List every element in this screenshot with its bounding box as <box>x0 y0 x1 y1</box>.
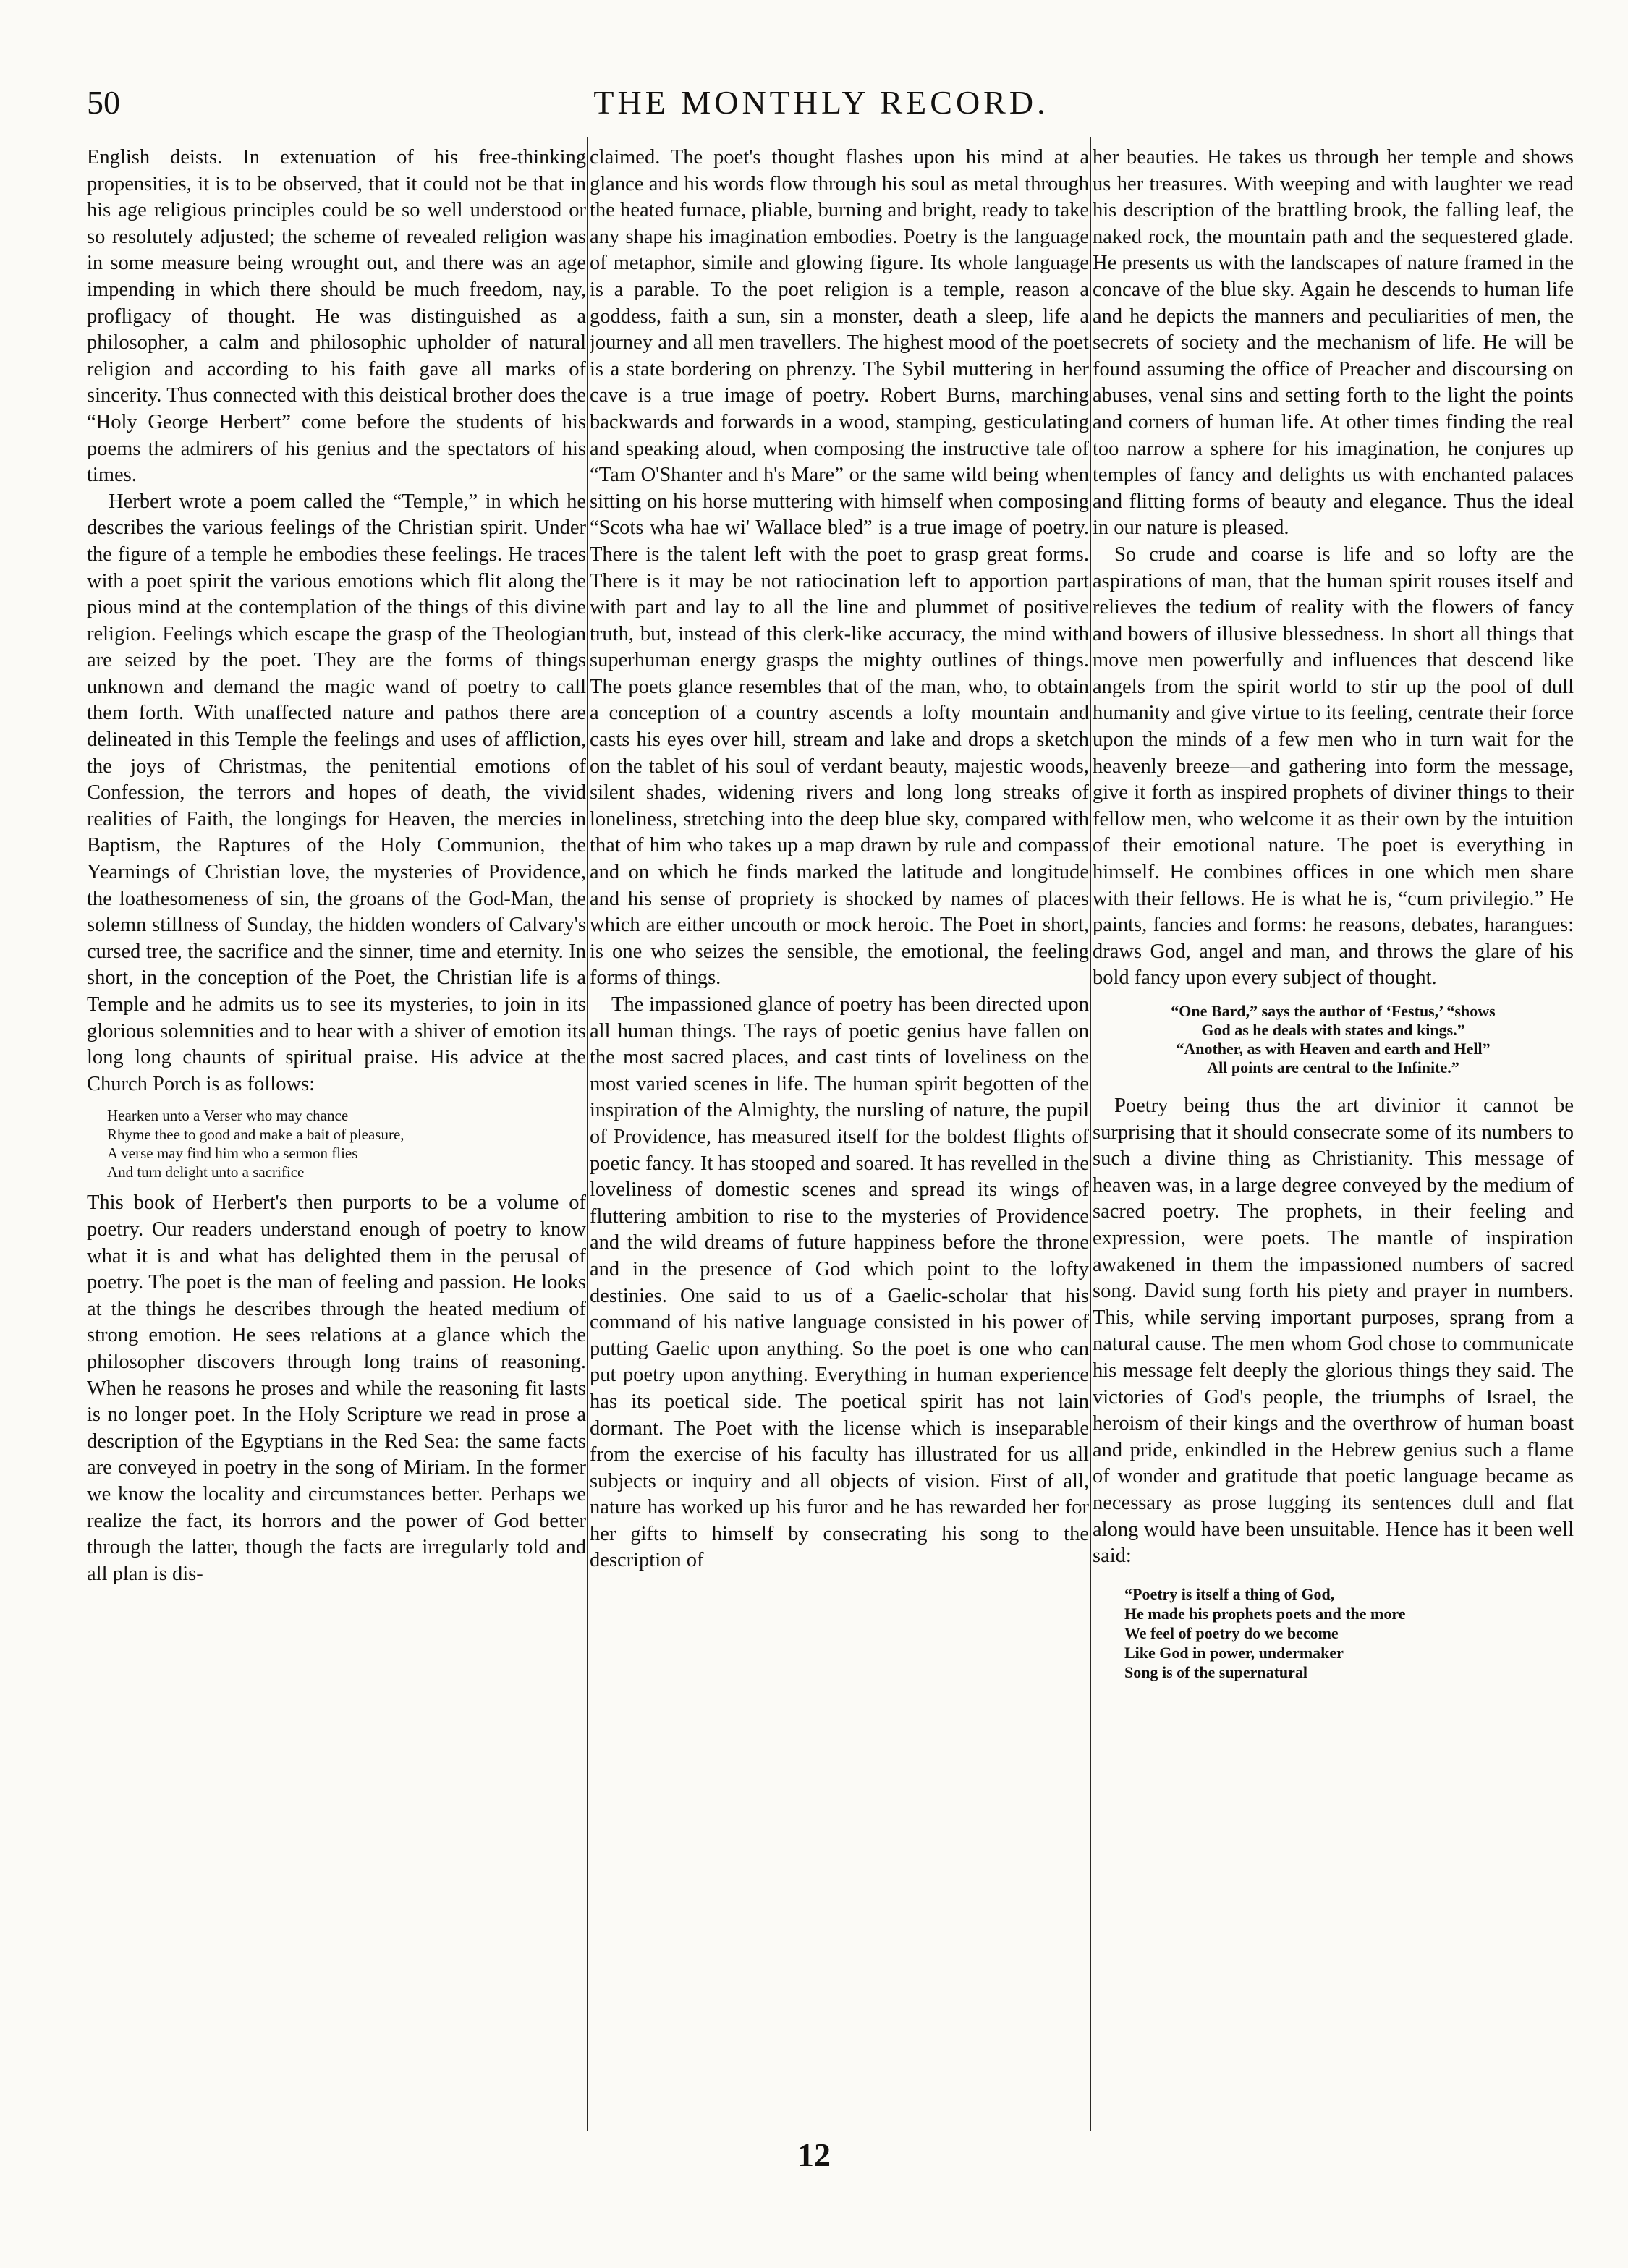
paragraph: Herbert wrote a poem called the “Temple,” in which he describes the various feelings of the Christian spirit. Under the figure of a temple he embodies these feelings. He traces with a poet spirit the various emotions which flit along the pious mind at the contemplation of the things of this divine religion. Feelings which escape the grasp of the Theologian are seized by the poet. They are the forms of things unknown and demand the magic wand of poetry to call them forth. With unaffected nature and pathos there are delineated in this Temple the feelings and uses of affliction, the joys of Christmas, the penitential emotions of Confession, the terrors and hopes of death, the vivid realities of Faith, the longings for Heaven, the mercies in Baptism, the Raptures of the Holy Communion, the Yearnings of Christian love, the mysteries of Providence, the loathesomeness of sin, the groans of the God-Man, the solemn stillness of Sunday, the hidden wonders of Calvary's cursed tree, the sacrifice and the sinner, time and eternity. In short, in the conception of the Poet, the Christian life is a Temple and he admits us to see its mysteries, to join in its glorious solemnities and to hear with a shiver of emotion its long long chaunts of spiritual praise. His advice at the Church Porch is as follows: <box>87 490 586 1095</box>
verse-quotation <box>107 1106 586 1181</box>
quote-line: “One Bard,” says the author of ‘Festus,’ “shows <box>1171 1002 1496 1020</box>
poem-line: Song is of the supernatural <box>1124 1662 1308 1681</box>
verse-line: Rhyme thee to good and make a bait of pleasure, <box>107 1126 404 1144</box>
column-rule-right <box>1090 137 1091 2131</box>
paragraph: So crude and coarse is life and so lofty are the aspirations of man, that the human spirit rouses itself and relieves the tedium of reality with the flowers of fancy and bowers of illusive blessedness. In short all things that move men powerfully and influences that descend like angels from the spirit world to stir up the pool of dull humanity and give virtue to its feeling, centrate their force upon the minds of a few men who in turn wait for the heavenly breeze—and gathering into form the message, give it forth as inspired prophets of diviner things to their fellow men, who welcome it as their own by the intuition of their emotional nature. The poet is everything in himself. He combines offices in one which men share with their fellows. He is what he is, “cum privilegio.” He paints, fancies and forms: he reasons, debates, harangues: draws God, angel and man, and throws the glare of his bold fancy upon every subject of thought. <box>1093 543 1574 990</box>
text-column-1 <box>87 145 586 2131</box>
paragraph: English deists. In extenuation of his free-thinking propensities, it is to be observed, that it could not be that in his age religious principles could be so well understood or so resolutely adjusted; the scheme of revealed religion was in some measure being wrought out, and there was an age impending in which there should be much freedom, nay, profligacy of thought. He was distinguished as a philosopher, a calm and philosophic upholder of natural religion and according to his faith gave all marks of sincerity. Thus connected with this deistical brother does the “Holy George Herbert” come before the students of his poems the admirers of his genius and the spectators of his times. <box>87 146 586 487</box>
block-quotation <box>1093 1002 1574 1077</box>
text-column-2 <box>590 145 1089 2131</box>
quote-line: All points are central to the Infinite.” <box>1207 1058 1459 1076</box>
page-number: 50 <box>87 84 120 121</box>
quote-line: God as he deals with states and kings.” <box>1201 1021 1465 1039</box>
verse-line: And turn delight unto a sacrifice <box>107 1163 305 1181</box>
quote-line: “Another, as with Heaven and earth and Hell” <box>1176 1040 1491 1058</box>
poem-quotation <box>1124 1584 1574 1682</box>
paragraph: claimed. The poet's thought flashes upon his mind at a glance and his words flow through his soul as metal through the heated furnace, pliable, burning and bright, ready to take any shape his imagination embodies. Poetry is the language of metaphor, simile and glowing figure. Its whole language is a parable. To the poet religion is a temple, reason a goddess, faith a sun, sin a monster, death a sleep, life a journey and all men travellers. The highest mood of the poet is a state bordering on phrenzy. The Sybil muttering in her cave is a true image of poetry. Robert Burns, marching backwards and forwards in a wood, stamping, gesticulating and speaking aloud, when composing the instructive tale of “Tam O'Shanter and h's Mare” or the same wild being when sitting on his horse muttering with himself when composing “Scots wha hae wi' Wallace bled” is a true image of poetry. There is the talent left with the poet to grasp great forms. There is it may be not ratiocination left to apportion part with part and lay to all the line and plummet of positive truth, but, instead of this clerk-like accuracy, the mind with superhuman energy grasps the mighty outlines of things. The poets glance resembles that of the man, who, to obtain a conception of a country ascends a lofty mountain and casts his eyes over hill, stream and lake and drops a sketch on the tablet of his soul of verdant beauty, majestic woods, silent shades, widening rivers and long long streaks of loneliness, stretching into the deep blue sky, compared with that of him who takes up a map drawn by rule and compass and on which he finds marked the latitude and longitude and his sense of propriety is shocked by names of places which are either uncouth or mock heroic. The Poet in short, is one who seizes the sensible, the emotional, the feeling forms of things. <box>590 146 1089 990</box>
signature-mark: 12 <box>797 2136 831 2173</box>
verse-line: A verse may find him who a sermon flies <box>107 1144 358 1163</box>
poem-line: “Poetry is itself a thing of God, <box>1124 1584 1335 1603</box>
poem-line: Like God in power, undermaker <box>1124 1643 1344 1662</box>
text-column-3 <box>1093 145 1574 2131</box>
verse-line: Hearken unto a Verser who may chance <box>107 1107 349 1125</box>
paragraph: Poetry being thus the art divinior it cannot be surprising that it should consecrate some of its numbers to such a divine thing as Christianity. This message of heaven was, in a large degree conveyed by the medium of sacred poetry. The prophets, in their feeling and expression, were poets. The mantle of inspiration awakened in them the impassioned numbers of sacred song. David sung forth his piety and prayer in numbers. This, while serving important purposes, sprang from a natural cause. The men whom God chose to communicate his message felt deeply the glorious things they said. The victories of God's people, the triumphs of Israel, the heroism of their kings and the overthrow of human boast and pride, enkindled in the Hebrew genius such a flame of wonder and gratitude that poetic language became as necessary as prose lugging its sentences dull and flat along would have been unsuitable. Hence has it been well said: <box>1093 1095 1574 1568</box>
column-rule-left <box>587 137 588 2131</box>
paragraph: The impassioned glance of poetry has been directed upon all human things. The rays of poetic genius have fallen on the most sacred places, and cast tints of loveliness on the most varied scenes in life. The human spirit begotten of the inspiration of the Almighty, the nursling of nature, the pupil of Providence, has measured itself for the boldest flights of poetic fancy. It has stooped and soared. It has revelled in the loveliness of domestic scenes and spread its wings of fluttering ambition to rise to the mysteries of Providence and the wild dreams of future happiness before the throne and in the presence of God which point to the lofty destinies. One said to us of a Gaelic-scholar that his command of his native language consisted in his power of putting Gaelic upon anything. So the poet is one who can put poetry upon anything. Everything in human experience has its poetical side. The poetical spirit has not lain dormant. The Poet with the license which is inseparable from the exercise of his faculty has illustrated for us all subjects or inquiry and all objects of vision. First of all, nature has worked up his furor and he has rewarded her for her gifts to himself by consecrating his song to the description of <box>590 993 1089 1572</box>
paragraph: This book of Herbert's then purports to be a volume of poetry. Our readers understand enough of poetry to know what it is and what has delighted them in the perusal of poetry. The poet is the man of feeling and passion. He looks at the things he describes through the heated medium of strong emotion. He sees relations at a glance which the philosopher discovers through long trains of reasoning. When he reasons he proses and while the reasoning fit lasts is no longer poet. In the Holy Scripture we read in prose a description of the Egyptians in the Red Sea: the same facts are conveyed in poetry in the song of Miriam. In the former we know the locality and circumstances better. Perhaps we realize the fact, its horrors and the power of God better through the latter, though the facts are irregularly told and all plan is dis- <box>87 1192 586 1585</box>
paragraph: her beauties. He takes us through her temple and shows us her treasures. With weeping and with laughter we read his description of the brattling brook, the falling leaf, the naked rock, the mountain path and the sequestered glade. He presents us with the landscapes of nature framed in the concave of the blue sky. Again he descends to human life and he depicts the manners and peculiarities of men, the secrets of society and the mechanism of life. He will be found assuming the office of Preacher and discoursing on abuses, venal sins and setting forth to the light the points and corners of human life. At other times finding the real too narrow a sphere for his imagination, he conjures up temples of fancy and delights us with enchanted palaces and flitting forms of beauty and elegance. Thus the ideal in our nature is pleased. <box>1093 146 1574 540</box>
poem-line: We feel of poetry do we become <box>1124 1623 1339 1642</box>
page-header <box>87 83 1556 134</box>
poem-line: He made his prophets poets and the more <box>1124 1604 1406 1623</box>
running-title: THE MONTHLY RECORD. <box>593 84 1049 121</box>
